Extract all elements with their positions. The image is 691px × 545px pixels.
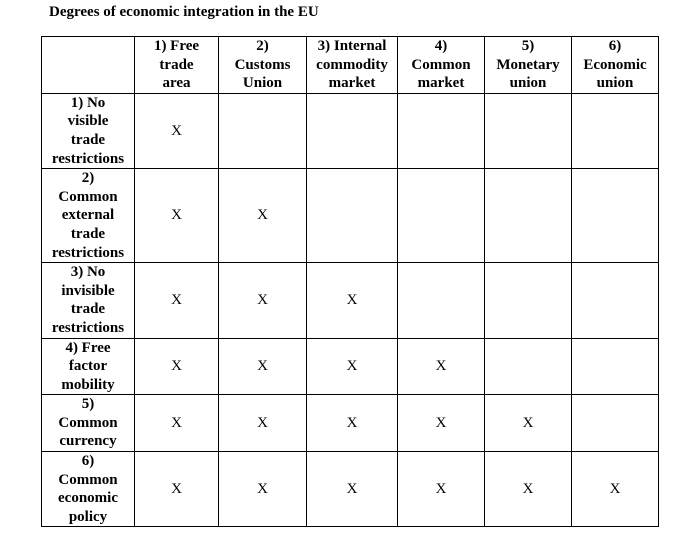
table-cell [307,169,398,263]
table-cell [398,169,485,263]
table-cell: X [398,452,485,527]
table-cell: X [307,395,398,452]
table-cell [485,169,572,263]
table-cell: X [135,452,219,527]
row-header-common-economic-policy: 6) Common economic policy [42,452,135,527]
table-cell: X [485,395,572,452]
row-header-no-visible-trade-restrictions: 1) No visible trade restrictions [42,93,135,168]
table-cell: X [219,452,307,527]
table-cell: X [135,169,219,263]
row-header-free-factor-mobility: 4) Free factor mobility [42,338,135,395]
table-cell: X [135,263,219,338]
integration-table [41,36,659,527]
table-row [42,338,659,395]
document-title: Degrees of economic integration in the EU [49,4,319,20]
table-cell [485,93,572,168]
table-cell: X [219,169,307,263]
table-cell: X [398,338,485,395]
header-row [42,37,659,94]
table-cell [398,93,485,168]
table-cell: X [219,338,307,395]
column-header-customs-union: 2) Customs Union [219,37,307,94]
column-header-free-trade-area: 1) Free trade area [135,37,219,94]
table-cell [572,338,659,395]
table-cell: X [307,452,398,527]
table-row [42,263,659,338]
row-header-common-currency: 5) Common currency [42,395,135,452]
table-row [42,395,659,452]
table-cell [485,338,572,395]
table-cell [398,263,485,338]
table-cell: X [135,93,219,168]
table-cell [572,263,659,338]
table-row [42,169,659,263]
table-cell: X [307,338,398,395]
table-cell [219,93,307,168]
table-cell: X [572,452,659,527]
table-cell: X [135,338,219,395]
column-header-economic-union: 6) Economic union [572,37,659,94]
row-header-common-external-trade-restrictions: 2) Common external trade restrictions [42,169,135,263]
table-cell [572,93,659,168]
table-cell [572,169,659,263]
row-header-no-invisible-trade-restrictions: 3) No invisible trade restrictions [42,263,135,338]
table-cell: X [485,452,572,527]
table-cell: X [307,263,398,338]
column-header-internal-commodity-market: 3) Internal commodity market [307,37,398,94]
table-cell: X [398,395,485,452]
table-row [42,452,659,527]
corner-cell [42,37,135,94]
table-cell [485,263,572,338]
table-cell [572,395,659,452]
table-cell [307,93,398,168]
table-cell: X [219,395,307,452]
table-cell: X [219,263,307,338]
column-header-common-market: 4) Common market [398,37,485,94]
table-row [42,93,659,168]
table-cell: X [135,395,219,452]
column-header-monetary-union: 5) Monetary union [485,37,572,94]
